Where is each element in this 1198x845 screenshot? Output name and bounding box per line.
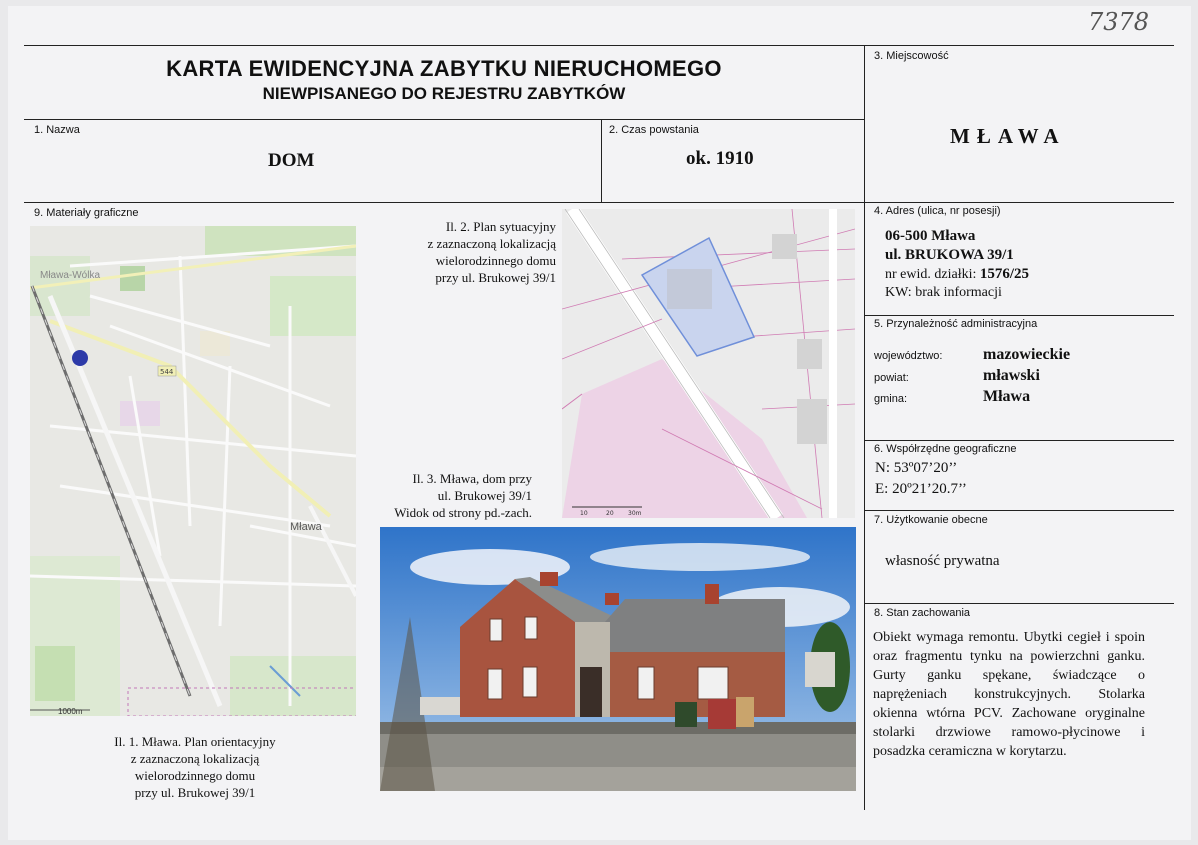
svg-text:Mława-Wólka: Mława-Wólka — [40, 270, 101, 281]
divider — [864, 315, 1174, 316]
caption-situational-plan — [380, 218, 556, 286]
address-parcel: 1576/25 — [979, 266, 1030, 282]
value-name: DOM — [268, 150, 315, 171]
caption-line: ul. Brukowej 39/1 — [437, 488, 532, 503]
situational-plan — [562, 209, 855, 518]
value-date: ok. 1910 — [686, 148, 754, 169]
field-label-graphics: 9. Materiały graficzne — [34, 207, 139, 219]
card-subtitle: NIEWPISANEGO DO REJESTRU ZABYTKÓW — [262, 84, 626, 103]
field-label-geo: 6. Współrzędne geograficzne — [874, 443, 1017, 455]
caption-line: przy ul. Brukowej 39/1 — [435, 270, 556, 285]
caption-line: wielorodzinnego domu — [435, 253, 556, 268]
svg-text:10: 10 — [580, 510, 588, 517]
address-kw: KW: brak informacji — [885, 285, 1002, 300]
value-locality: MŁAWA — [950, 124, 1066, 148]
house-photo — [380, 527, 856, 791]
location-marker — [72, 350, 88, 366]
divider — [864, 45, 865, 810]
address-street: ul. BRUKOWA 39/1 — [885, 247, 1014, 263]
caption-line: przy ul. Brukowej 39/1 — [134, 785, 256, 800]
caption-line: Il. 2. Plan sytuacyjny — [445, 219, 556, 234]
caption-line: z zaznaczoną lokalizacją — [130, 751, 260, 766]
geo-east: E: 20º21’20.7’’ — [875, 481, 967, 497]
caption-orientation-map — [75, 733, 315, 801]
svg-text:Mława: Mława — [290, 521, 322, 533]
handwritten-number: 7378 — [1088, 8, 1150, 36]
admin-voivodeship-label: województwo: — [874, 350, 943, 362]
caption-line: z zaznaczoną lokalizacją — [427, 236, 556, 251]
field-label-use: 7. Użytkowanie obecne — [874, 514, 988, 526]
caption-line: Widok od strony pd.-zach. — [394, 505, 532, 520]
caption-house-photo — [360, 470, 532, 521]
admin-county: mławski — [983, 367, 1040, 384]
divider — [864, 510, 1174, 511]
situational-plan-drawing — [562, 209, 855, 518]
divider — [864, 440, 1174, 441]
orientation-map-drawing — [30, 226, 356, 716]
value-state: Obiekt wymaga remontu. Ubytki cegieł i spoin oraz fragmentu tynku na powierzchni ganku. Gurty ganku spękane, świadczące o naprężeniach konstrukcyjnych. Stolarka okienna wtórna PCV. Zachowane oryginalne stolarki drzwiowe ramowo-płycinowe i posadzka ceramiczna w korytarzu. — [873, 630, 1145, 759]
caption-line: Il. 3. Mława, dom przy — [412, 471, 532, 486]
divider — [864, 603, 1174, 604]
field-label-address: 4. Adres (ulica, nr posesji) — [874, 205, 1001, 217]
divider — [24, 45, 1174, 46]
admin-commune: Mława — [983, 388, 1031, 405]
house-photo-drawing — [380, 527, 856, 791]
field-label-state: 8. Stan zachowania — [874, 607, 971, 619]
geo-coordinates — [875, 458, 967, 500]
card-title: KARTA EWIDENCYJNA ZABYTKU NIERUCHOMEGO — [166, 56, 722, 81]
admin-voivodeship: mazowieckie — [983, 346, 1071, 363]
admin-county-label: powiat: — [874, 372, 909, 384]
field-label-locality: 3. Miejscowość — [874, 50, 949, 62]
svg-text:544: 544 — [160, 368, 174, 376]
field-label-date: 2. Czas powstania — [609, 124, 699, 136]
value-use: własność prywatna — [885, 553, 1000, 569]
svg-text:30m: 30m — [628, 510, 642, 517]
divider — [24, 119, 864, 120]
svg-text:20: 20 — [606, 510, 614, 517]
caption-line: Il. 1. Mława. Plan orientacyjny — [114, 734, 276, 749]
caption-line: wielorodzinnego domu — [134, 768, 256, 783]
divider — [601, 119, 602, 202]
field-label-name: 1. Nazwa — [34, 124, 80, 136]
address-block — [885, 227, 1029, 302]
admin-commune-label: gmina: — [874, 393, 908, 405]
svg-text:1000m: 1000m — [58, 707, 83, 716]
geo-north: N: 53º07’20’’ — [875, 460, 958, 476]
field-label-admin: 5. Przynależność administracyjna — [874, 318, 1038, 330]
divider — [24, 202, 1174, 203]
address-postal: 06-500 Mława — [885, 228, 976, 244]
orientation-map — [30, 226, 356, 716]
address-parcel-label: nr ewid. działki: — [885, 267, 980, 282]
